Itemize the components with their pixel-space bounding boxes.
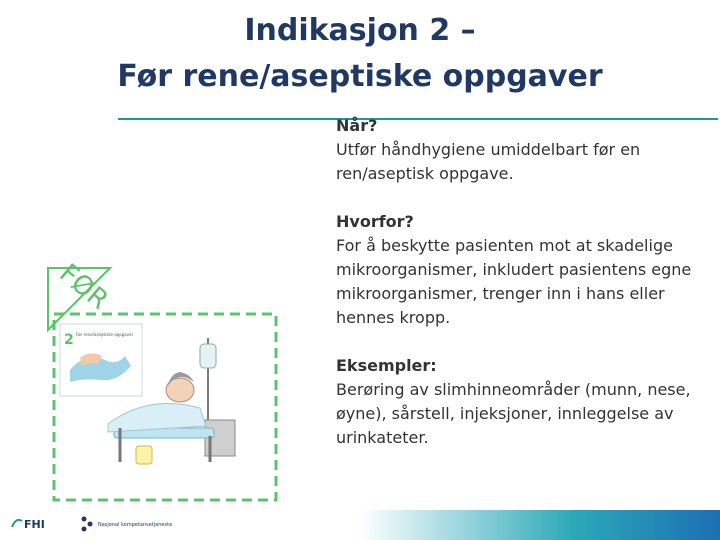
section-why <box>336 210 716 330</box>
section-heading: Eksempler: <box>336 356 437 375</box>
fhi-logo <box>10 515 60 533</box>
fhi-logo-text: FHI <box>24 518 45 531</box>
iv-bag-icon <box>200 344 216 368</box>
partner-logo-dot <box>88 522 93 527</box>
content-column <box>336 114 716 474</box>
section-text: Berøring av slimhinneområder (munn, nese, øyne), sårstell, injeksjoner, innleggelse av urinkateter. <box>336 380 691 447</box>
partner-logo-text: Nasjonal kompetansetjeneste <box>98 522 173 528</box>
section-heading: Hvorfor? <box>336 212 414 231</box>
fhi-logo-icon <box>12 520 22 527</box>
section-examples <box>336 354 716 450</box>
partner-logo-dot <box>82 527 87 532</box>
partner-logo-dot <box>82 517 87 522</box>
section-text: For å beskytte pasienten mot at skadelige mikroorganismer, inkludert pasientens egne mikroorganismer, trenger inn i hans eller hennes kropp. <box>336 236 692 327</box>
title-line-1: Indikasjon 2 – <box>244 13 476 48</box>
section-text: Utfør håndhygiene umiddelbart før en ren/aseptisk oppgave. <box>336 140 641 183</box>
patient-illustration <box>40 240 290 505</box>
title-line-2: Før rene/aseptiske oppgaver <box>117 59 603 94</box>
urine-bag-icon <box>136 446 152 464</box>
page-title <box>0 8 720 100</box>
section-heading: Når? <box>336 116 378 135</box>
section-when <box>336 114 716 186</box>
card-number: 2 <box>64 332 74 348</box>
partner-logo <box>78 513 188 535</box>
card-label: Før rene/aseptiske oppgaver <box>76 332 134 337</box>
illustration-image <box>40 240 290 505</box>
badge-text: FØR <box>53 258 114 316</box>
